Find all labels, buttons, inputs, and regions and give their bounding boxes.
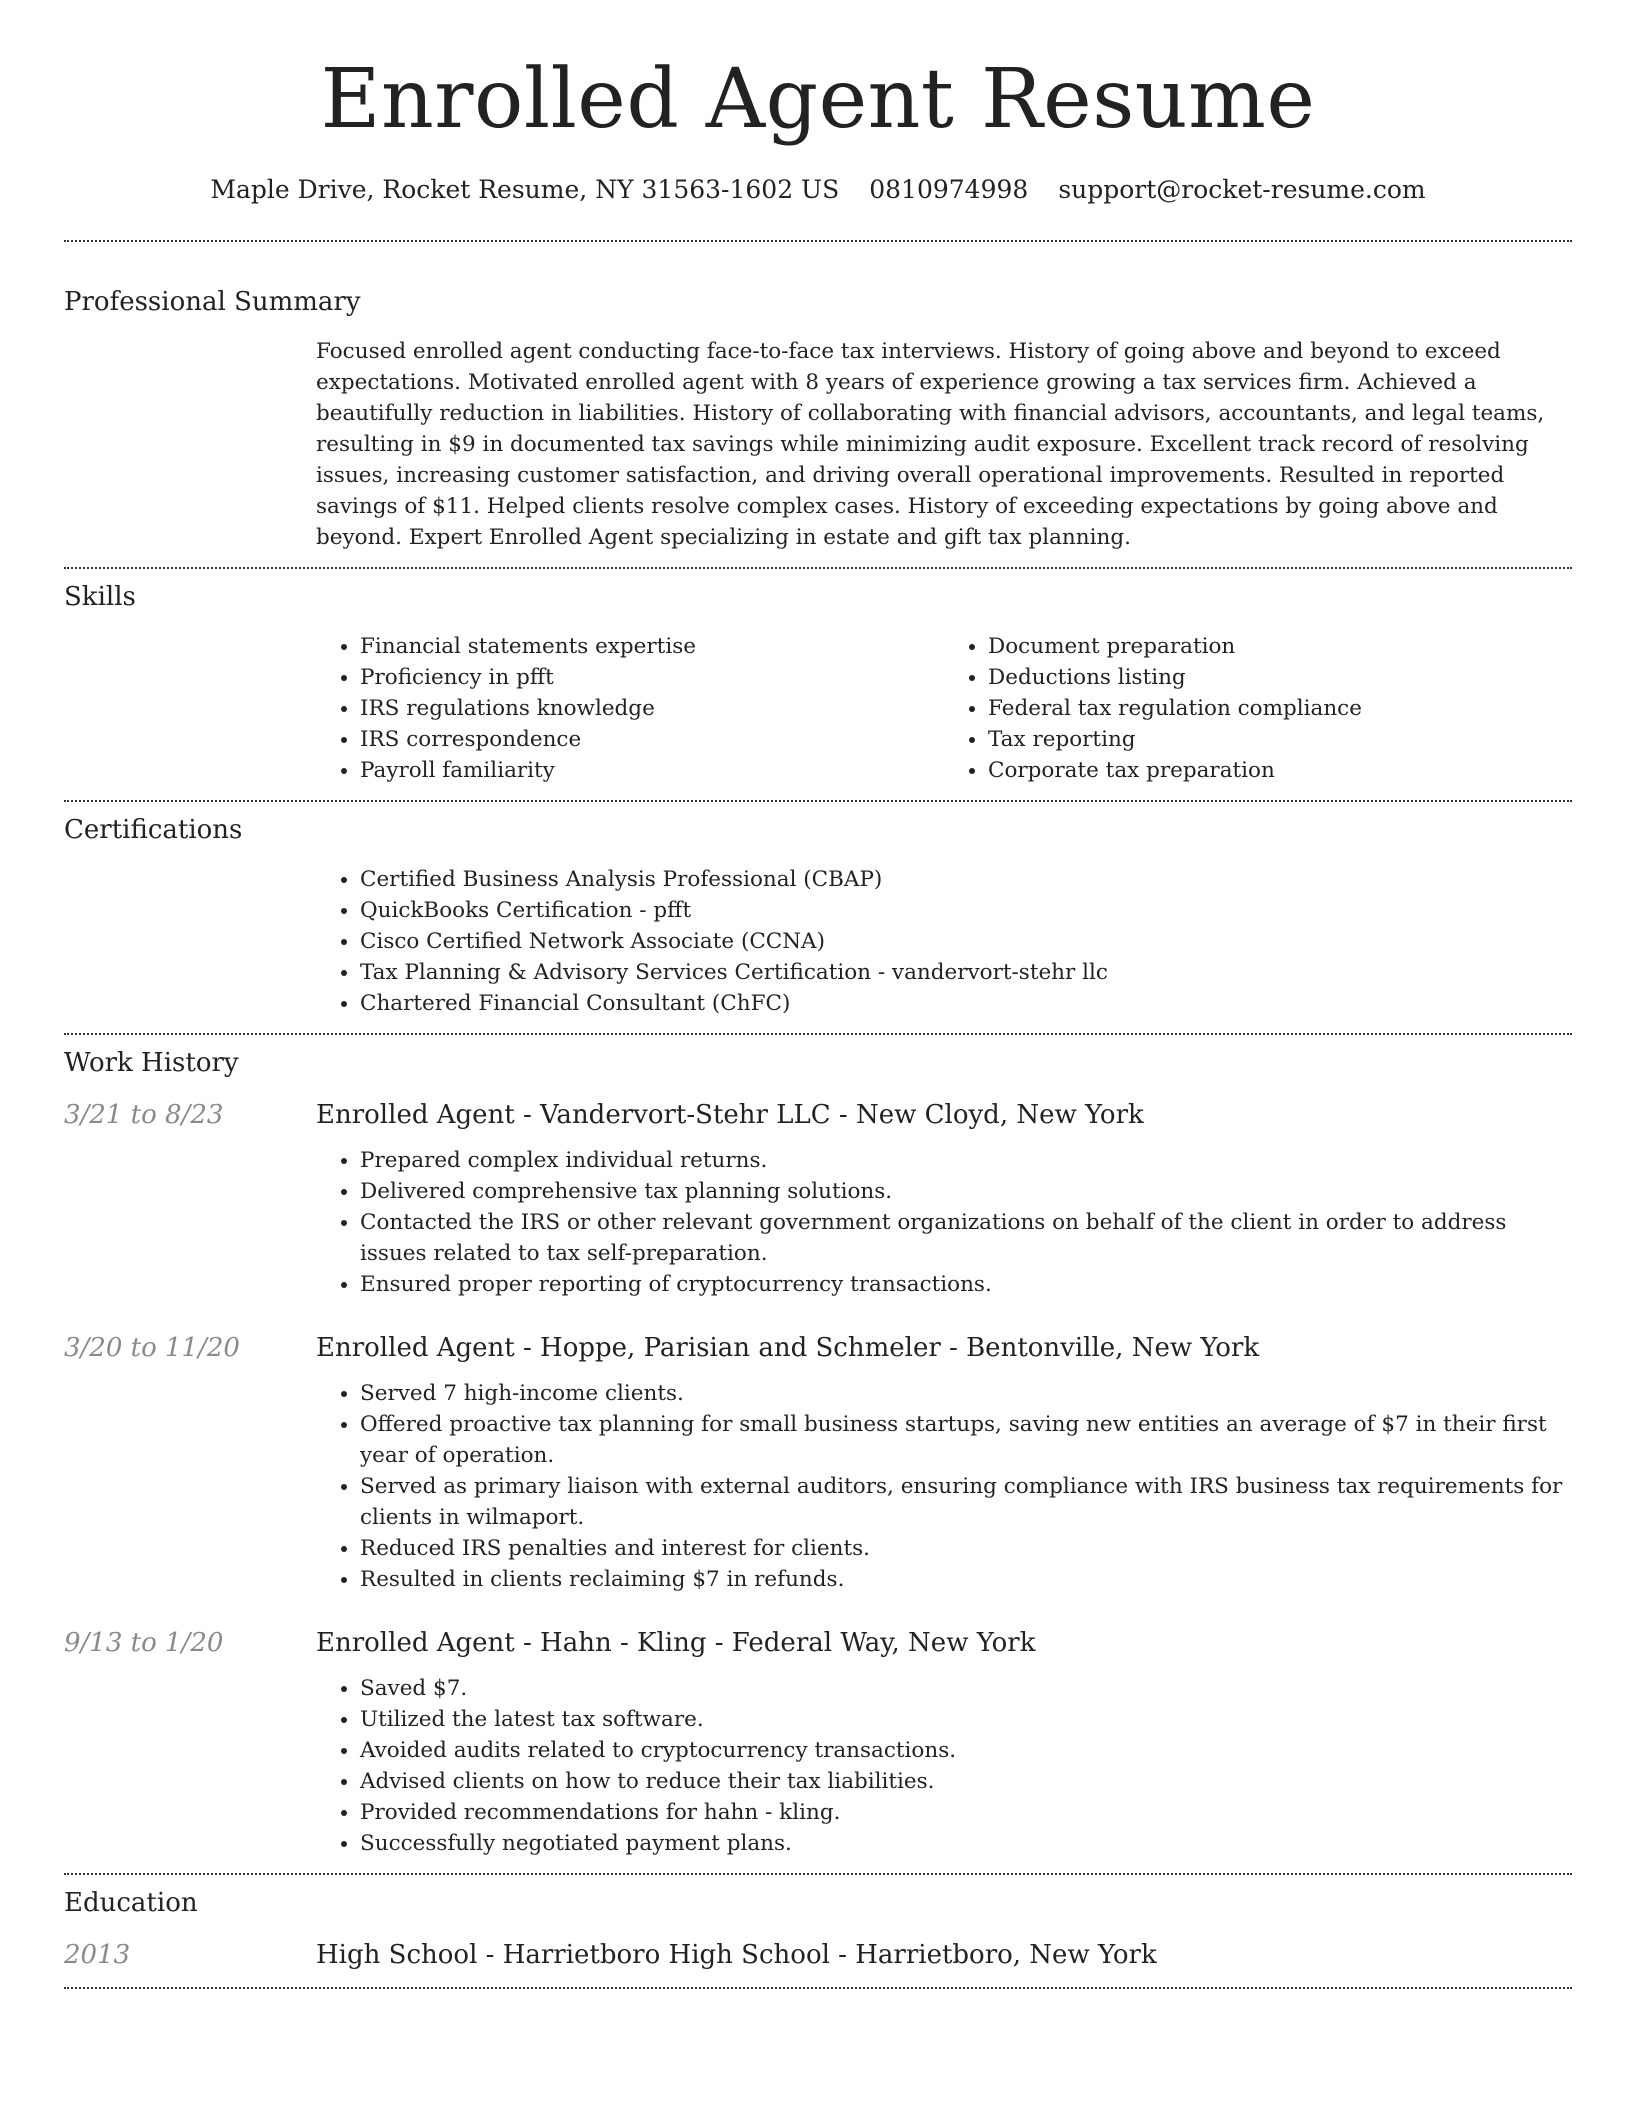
job-bullet: • Served as primary liaison with external auditors, ensuring compliance with IRS business tax requirements for clients in wilmaport. (360, 1471, 1572, 1533)
skills-column-left (316, 631, 944, 786)
job-bullet: • Avoided audits related to cryptocurrency transactions. (360, 1735, 1572, 1766)
education-entry (64, 1937, 1572, 1973)
resume-title: Enrolled Agent Resume (320, 52, 1316, 147)
certifications-heading: Certifications (64, 815, 243, 845)
job-bullet: • Delivered comprehensive tax planning solutions. (360, 1176, 1572, 1207)
job-bullet: • Ensured proper reporting of cryptocurrency transactions. (360, 1269, 1572, 1300)
skill-item: • Federal tax regulation compliance (988, 693, 1572, 724)
skill-item: • IRS correspondence (360, 724, 944, 755)
skill-item: • Tax reporting (988, 724, 1572, 755)
contact-address: Maple Drive, Rocket Resume, NY 31563-1602 US (210, 175, 840, 204)
divider (64, 567, 1572, 569)
skill-item: • Corporate tax preparation (988, 755, 1572, 786)
resume-page (64, 0, 1572, 1989)
divider (64, 1033, 1572, 1035)
job-bullet: • Contacted the IRS or other relevant government organizations on behalf of the client in order to address issues related to tax self-preparation. (360, 1207, 1572, 1269)
skills-heading: Skills (64, 582, 136, 612)
skills-column-right (944, 631, 1572, 786)
education-title: High School - Harrietboro High School - Harrietboro, New York (316, 1940, 1157, 1970)
job-bullet: • Reduced IRS penalties and interest for clients. (360, 1533, 1572, 1564)
summary-heading: Professional Summary (64, 287, 361, 317)
certification-item: • Certified Business Analysis Professional (CBAP) (360, 864, 1572, 895)
job-bullets (316, 1378, 1572, 1595)
skill-item: • Payroll familiarity (360, 755, 944, 786)
job-bullet: • Prepared complex individual returns. (360, 1145, 1572, 1176)
divider (64, 240, 1572, 242)
summary-text: Focused enrolled agent conducting face-to-face tax interviews. History of going above and beyond to exceed expectations. Motivated enrolled agent with 8 years of experience growing a tax services firm. Achieved a beautifully reduction in liabilities. History of collaborating with financial advisors, accountants, and legal teams, resulting in $9 in documented tax savings while minimizing audit exposure. Excellent track record of resolving issues, increasing customer satisfaction, and driving overall operational improvements. Resulted in reported savings of $11. Helped clients resolve complex cases. History of exceeding expectations by going above and beyond. Expert Enrolled Agent specializing in estate and gift tax planning. (316, 339, 1545, 550)
skill-item: • Deductions listing (988, 662, 1572, 693)
job-bullet: • Offered proactive tax planning for small business startups, saving new entities an average of $7 in their first year of operation. (360, 1409, 1572, 1471)
job-bullet: • Provided recommendations for hahn - kling. (360, 1797, 1572, 1828)
job-bullet: • Utilized the latest tax software. (360, 1704, 1572, 1735)
certification-item: • QuickBooks Certification - pfft (360, 895, 1572, 926)
certifications-list (316, 864, 1572, 1019)
skill-item: • Proficiency in pfft (360, 662, 944, 693)
divider (64, 1873, 1572, 1875)
job-title: Enrolled Agent - Vandervort-Stehr LLC - New Cloyd, New York (316, 1100, 1144, 1130)
job-dates: 3/21 to 8/23 (64, 1100, 224, 1130)
job-bullet: • Served 7 high-income clients. (360, 1378, 1572, 1409)
job-header (64, 1625, 1572, 1661)
job-header (64, 1330, 1572, 1366)
skill-item: • Document preparation (988, 631, 1572, 662)
contact-line (64, 172, 1572, 208)
job-entry (64, 1097, 1572, 1300)
education-heading: Education (64, 1888, 198, 1918)
divider (64, 1987, 1572, 1989)
job-title: Enrolled Agent - Hahn - Kling - Federal Way, New York (316, 1628, 1036, 1658)
job-entry (64, 1625, 1572, 1859)
skills-list (316, 631, 1572, 786)
job-bullet: • Advised clients on how to reduce their tax liabilities. (360, 1766, 1572, 1797)
contact-email: support@rocket-resume.com (1058, 175, 1426, 204)
certification-item: • Tax Planning & Advisory Services Certification - vandervort-stehr llc (360, 957, 1572, 988)
certification-item: • Cisco Certified Network Associate (CCNA) (360, 926, 1572, 957)
job-bullet: • Saved $7. (360, 1673, 1572, 1704)
job-header (64, 1097, 1572, 1133)
certification-item: • Chartered Financial Consultant (ChFC) (360, 988, 1572, 1019)
skill-item: • Financial statements expertise (360, 631, 944, 662)
education-year: 2013 (64, 1940, 131, 1970)
job-bullet: • Successfully negotiated payment plans. (360, 1828, 1572, 1859)
divider (64, 800, 1572, 802)
work-history-heading: Work History (64, 1048, 239, 1078)
contact-phone: 0810974998 (869, 175, 1029, 204)
job-dates: 3/20 to 11/20 (64, 1333, 240, 1363)
job-bullets (316, 1673, 1572, 1859)
job-entry (64, 1330, 1572, 1595)
job-bullets (316, 1145, 1572, 1300)
skill-item: • IRS regulations knowledge (360, 693, 944, 724)
job-title: Enrolled Agent - Hoppe, Parisian and Schmeler - Bentonville, New York (316, 1333, 1260, 1363)
job-bullet: • Resulted in clients reclaiming $7 in refunds. (360, 1564, 1572, 1595)
job-dates: 9/13 to 1/20 (64, 1628, 224, 1658)
